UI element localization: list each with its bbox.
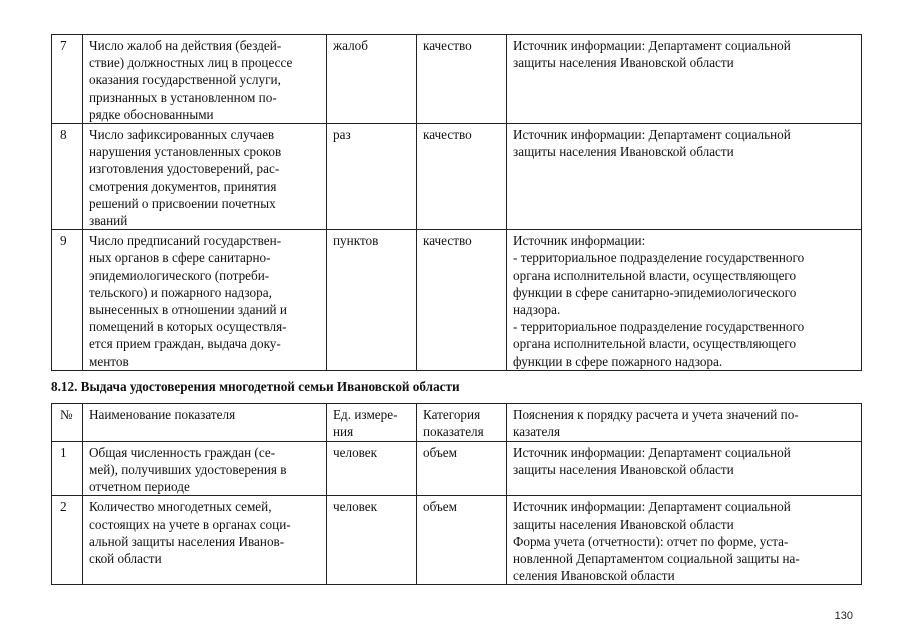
row-number: 8: [52, 124, 83, 230]
indicator-name: Количество многодетных семей, состоящих на учете в органах соци- альной защиты населения Иванов- ской области: [83, 496, 327, 585]
table-header-row: [52, 403, 862, 441]
table-row: [52, 124, 862, 230]
calculation-note: Источник информации: Департамент социальной защиты населения Ивановской области Форма учета (отчетности): отчет по форме, уста- новленной Департаментом социальной защиты на- селения Ивановской области: [507, 496, 862, 585]
table-row: [52, 441, 862, 496]
unit-of-measure: раз: [327, 124, 417, 230]
header-category: Категория показателя: [417, 403, 507, 441]
document-page: [51, 34, 861, 585]
indicator-category: качество: [417, 35, 507, 124]
calculation-note: Источник информации: Департамент социальной защиты населения Ивановской области: [507, 441, 862, 496]
header-unit: Ед. измере- ния: [327, 403, 417, 441]
indicator-category: качество: [417, 124, 507, 230]
indicator-category: объем: [417, 441, 507, 496]
indicator-name: Число жалоб на действия (бездей- ствие) должностных лиц в процессе оказания государственной услуги, признанных в установленном по- рядке обоснованными: [83, 35, 327, 124]
indicator-category: качество: [417, 230, 507, 371]
unit-of-measure: человек: [327, 496, 417, 585]
row-number: 2: [52, 496, 83, 585]
indicators-table-continued: [51, 34, 862, 371]
row-number: 1: [52, 441, 83, 496]
section-title: 8.12. Выдача удостоверения многодетной семьи Ивановской области: [51, 378, 460, 394]
header-number: №: [52, 403, 83, 441]
header-indicator-name: Наименование показателя: [83, 403, 327, 441]
table-row: [52, 496, 862, 585]
indicators-table: [51, 403, 862, 586]
calculation-note: Источник информации: Департамент социальной защиты населения Ивановской области: [507, 35, 862, 124]
row-number: 7: [52, 35, 83, 124]
table-row: [52, 35, 862, 124]
page-number: 130: [834, 610, 853, 622]
unit-of-measure: человек: [327, 441, 417, 496]
indicator-category: объем: [417, 496, 507, 585]
header-note: Пояснения к порядку расчета и учета значений по- казателя: [507, 403, 862, 441]
row-number: 9: [52, 230, 83, 371]
indicator-name: Число предписаний государствен- ных органов в сфере санитарно- эпидемиологического (потреби- тельского) и пожарного надзора, вынесенных в отношении зданий и помещений в которых осуществля- ется прием граждан, выдача доку- ментов: [83, 230, 327, 371]
indicator-name: Общая численность граждан (се- мей), получивших удостоверения в отчетном периоде: [83, 441, 327, 496]
indicator-name: Число зафиксированных случаев нарушения установленных сроков изготовления удостоверений, рас- смотрения документов, принятия решений о присвоении почетных званий: [83, 124, 327, 230]
unit-of-measure: жалоб: [327, 35, 417, 124]
table-row: [52, 230, 862, 371]
calculation-note: Источник информации: - территориальное подразделение государственного органа исполнительной власти, осуществляющего функции в сфере санитарно-эпидемиологического надзора. - территориальное подразделение государственного органа исполнительной власти, осуществляющего функции в сфере пожарного надзора.: [507, 230, 862, 371]
unit-of-measure: пунктов: [327, 230, 417, 371]
calculation-note: Источник информации: Департамент социальной защиты населения Ивановской области: [507, 124, 862, 230]
